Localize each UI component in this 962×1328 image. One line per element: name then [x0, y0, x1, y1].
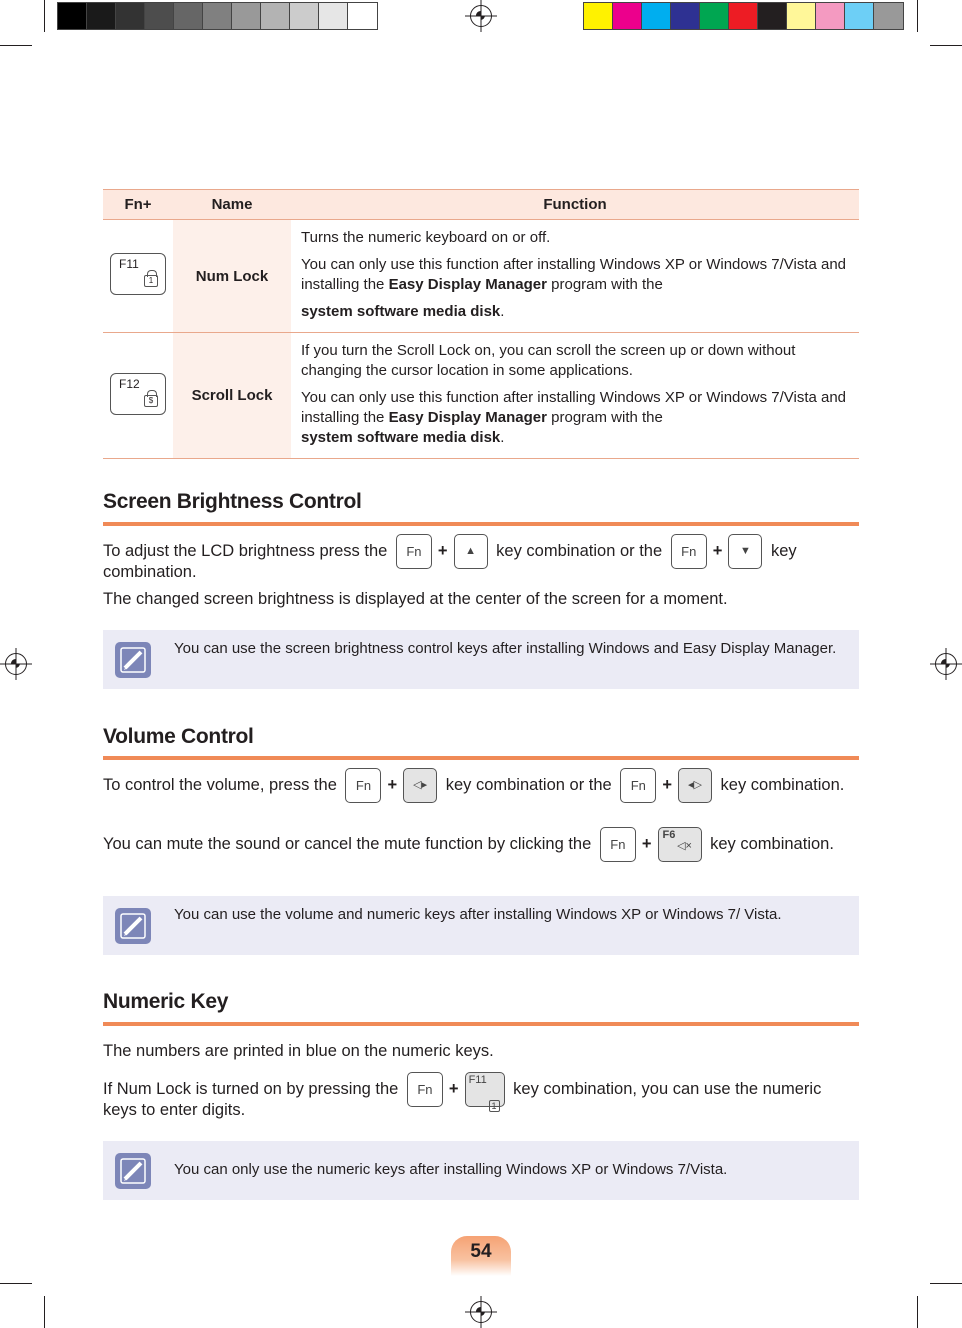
- section-title-volume: Volume Control: [103, 725, 254, 748]
- note-text: You can use the volume and numeric keys after installing Windows XP or Windows 7/ Vista.: [174, 906, 782, 923]
- crop-mark: [917, 0, 918, 32]
- color-swatch: [700, 3, 729, 29]
- color-swatch: [729, 3, 758, 29]
- plus-sign: +: [437, 542, 448, 560]
- crop-mark: [930, 45, 962, 46]
- f6-mute-key-icon: [658, 827, 702, 862]
- text: To control the volume, press the: [103, 776, 337, 794]
- column-header-name: Name: [173, 190, 291, 220]
- crop-mark: [917, 1296, 918, 1328]
- plus-sign: +: [387, 776, 398, 794]
- volume-down-key-icon: ◂▷: [678, 768, 712, 803]
- table-row: [103, 220, 859, 333]
- color-swatch: [319, 3, 348, 29]
- note-box: [103, 896, 859, 955]
- color-swatch: [758, 3, 787, 29]
- plus-sign: +: [712, 542, 723, 560]
- text: key combination, you can use the numeric keys to enter digits.: [103, 1080, 822, 1119]
- brightness-up-key-icon: ▲: [454, 534, 488, 569]
- column-header-function: Function: [291, 190, 859, 220]
- text: key combination.: [103, 542, 797, 581]
- crop-mark: [44, 1296, 45, 1328]
- num-lock-icon: 1: [144, 275, 158, 287]
- text: key combination or the: [445, 776, 612, 794]
- note-text: You can use the screen brightness control keys after installing Windows and Easy Display Manager.: [174, 640, 837, 657]
- f12-key-icon: [110, 373, 166, 415]
- fn-key-icon: Fn: [407, 1072, 443, 1107]
- key-cell: [103, 333, 173, 459]
- registration-mark-icon: [470, 5, 492, 27]
- color-swatch: [613, 3, 642, 29]
- text: key combination.: [710, 835, 834, 853]
- note-pencil-icon: [115, 642, 151, 678]
- note-text: You can only use the numeric keys after installing Windows XP or Windows 7/Vista.: [174, 1161, 728, 1178]
- f11-key-icon: [465, 1072, 505, 1112]
- mute-icon: ◁×: [677, 840, 692, 853]
- plus-sign: +: [662, 776, 672, 794]
- section-divider: [103, 756, 859, 760]
- color-swatch: [874, 3, 903, 29]
- registration-mark-icon: [470, 1301, 492, 1323]
- crop-mark: [44, 0, 45, 32]
- text: To adjust the LCD brightness press the: [103, 542, 388, 560]
- bold-text: system software media disk: [301, 303, 501, 320]
- f11-key-icon: [110, 253, 166, 295]
- section-title-numeric: Numeric Key: [103, 990, 229, 1013]
- text: You can only use this function after installing Windows XP or Windows 7/Vista and installing the: [301, 389, 847, 426]
- registration-mark-icon: [5, 653, 27, 675]
- column-header-fn: Fn+: [103, 190, 173, 220]
- color-swatch: [816, 3, 845, 29]
- brightness-down-key-icon: ▼: [728, 534, 762, 569]
- brightness-paragraph-2: The changed screen brightness is displayed at the center of the screen for a moment.: [103, 590, 728, 608]
- bold-text: system software media disk: [301, 429, 501, 446]
- volume-up-key-icon: ◁▸: [403, 768, 437, 803]
- key-name: Scroll Lock: [173, 333, 291, 459]
- section-divider: [103, 1022, 859, 1026]
- note-pencil-icon: [115, 1153, 151, 1189]
- fn-key-icon: Fn: [671, 534, 707, 569]
- key-label: F11: [468, 1074, 487, 1087]
- key-label: F6: [662, 829, 676, 842]
- fn-key-icon: Fn: [345, 768, 381, 803]
- color-swatch: [116, 3, 145, 29]
- bold-text: Easy Display Manager: [388, 409, 547, 426]
- color-swatch: [642, 3, 671, 29]
- function-text: [301, 255, 849, 295]
- key-label: F12: [119, 376, 140, 391]
- function-text: [301, 388, 849, 448]
- volume-mute-paragraph: [103, 829, 859, 855]
- function-text: [301, 302, 849, 322]
- note-pencil-icon: [115, 908, 151, 944]
- num-lock-icon: 1: [489, 1100, 500, 1112]
- color-swatch: [203, 3, 232, 29]
- brightness-paragraph: [103, 541, 859, 583]
- text: key combination or the: [496, 542, 663, 560]
- key-function: [291, 333, 859, 459]
- text: program with the: [546, 276, 663, 293]
- key-cell: [103, 220, 173, 333]
- color-swatch: [845, 3, 874, 29]
- function-text: If you turn the Scroll Lock on, you can scroll the screen up or down without changing the cursor location in some applications.: [301, 342, 796, 379]
- bold-text: Easy Display Manager: [388, 276, 547, 293]
- fn-key-table: [103, 189, 859, 459]
- text: key combination.: [720, 776, 845, 794]
- crop-mark: [0, 45, 32, 46]
- key-function: [291, 220, 859, 333]
- color-swatch: [787, 3, 816, 29]
- fn-key-icon: Fn: [396, 534, 432, 569]
- key-name: Num Lock: [173, 220, 291, 333]
- color-swatch: [232, 3, 261, 29]
- color-swatch: [174, 3, 203, 29]
- section-title-brightness: Screen Brightness Control: [103, 490, 362, 513]
- color-swatch: [671, 3, 700, 29]
- text: .: [500, 429, 505, 446]
- note-box: [103, 630, 859, 689]
- page-number: 54: [451, 1236, 511, 1276]
- color-swatch: [584, 3, 613, 29]
- registration-mark-icon: [935, 653, 957, 675]
- color-swatch: [261, 3, 290, 29]
- color-swatch: [58, 3, 87, 29]
- table-row: [103, 333, 859, 459]
- numeric-paragraph: The numbers are printed in blue on the numeric keys.: [103, 1042, 494, 1060]
- grayscale-color-bar: [57, 2, 378, 30]
- section-divider: [103, 522, 859, 526]
- text: You can mute the sound or cancel the mute function by clicking the: [103, 835, 592, 853]
- note-box: [103, 1141, 859, 1200]
- volume-paragraph: [103, 775, 859, 796]
- plus-sign: +: [448, 1080, 459, 1098]
- numeric-paragraph-2: [103, 1074, 859, 1121]
- color-swatch: [87, 3, 116, 29]
- color-swatch: [290, 3, 319, 29]
- key-label: F11: [119, 257, 139, 271]
- text: If Num Lock is turned on by pressing the: [103, 1080, 399, 1098]
- fn-key-icon: Fn: [600, 827, 636, 862]
- plus-sign: +: [641, 835, 652, 853]
- process-color-bar: [583, 2, 904, 30]
- text: You can only use this function after installing Windows XP or Windows 7/Vista and installing the: [301, 256, 847, 293]
- text: program with the: [546, 409, 663, 426]
- function-text: Turns the numeric keyboard on or off.: [301, 229, 551, 246]
- fn-key-icon: Fn: [620, 768, 656, 803]
- crop-mark: [930, 1283, 962, 1284]
- crop-mark: [0, 1283, 32, 1284]
- color-swatch: [348, 3, 377, 29]
- color-swatch: [145, 3, 174, 29]
- scroll-lock-icon: $: [144, 395, 158, 407]
- text: .: [500, 303, 505, 320]
